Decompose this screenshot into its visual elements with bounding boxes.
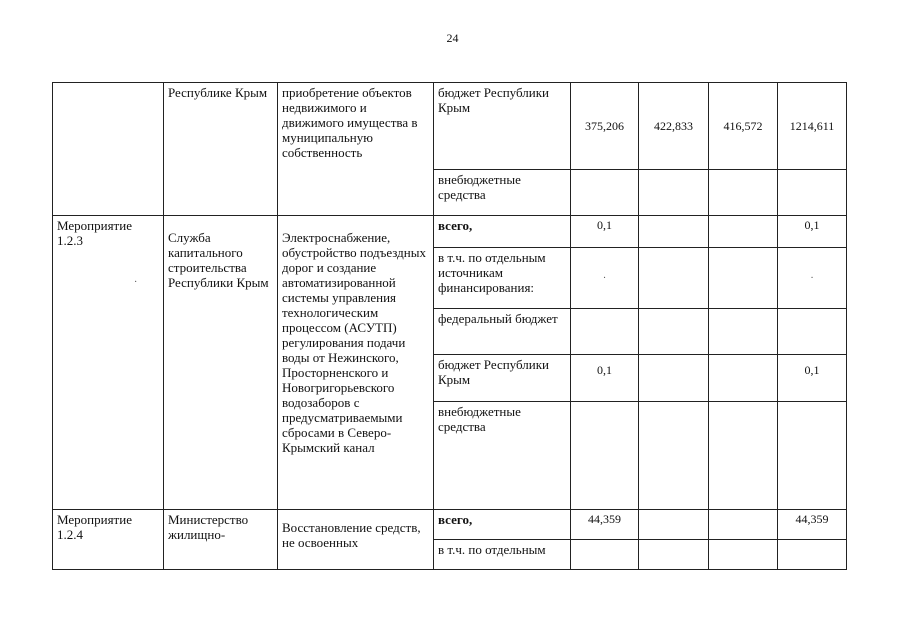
value-cell	[709, 401, 778, 510]
value-cell: 44,359	[571, 510, 639, 539]
value-cell: ·	[571, 248, 639, 309]
executor-cell: Служба капитального строительства Республики Крым	[164, 215, 278, 509]
table-row	[53, 83, 847, 170]
value-cell: 416,572	[709, 83, 778, 170]
activity-name-cell	[53, 83, 164, 216]
value-cell	[571, 170, 639, 216]
activity-name-cell: Мероприятие 1.2.3	[53, 215, 164, 509]
value-cell	[778, 170, 847, 216]
description-cell: Восстановление средств, не освоенных	[278, 510, 434, 570]
funding-source-cell: внебюджетные средства	[434, 170, 571, 216]
value-cell	[778, 309, 847, 355]
value-cell	[639, 170, 709, 216]
description-cell: Электроснабжение, обустройство подъездных дорог и создание автоматизированной системы управления технологическим процессом (АСУТП) регулирования подачи воды от Нежинского, Просторненского и Новогригорьевского водозаборов с предусматриваемыми сбросами в Северо-Крымский канал	[278, 215, 434, 509]
value-cell	[639, 401, 709, 510]
funding-source-cell: в т.ч. по отдельным	[434, 539, 571, 569]
value-cell	[571, 401, 639, 510]
funding-source-cell: федеральный бюджет	[434, 309, 571, 355]
value-cell: 0,1	[778, 215, 847, 247]
value-cell	[709, 170, 778, 216]
value-cell	[709, 309, 778, 355]
value-cell: 44,359	[778, 510, 847, 539]
value-cell	[709, 354, 778, 401]
description-cell: приобретение объектов недвижимого и движимого имущества в муниципальную собственность	[278, 83, 434, 216]
value-cell	[639, 309, 709, 355]
table-row	[53, 510, 847, 539]
executor-cell: Республике Крым	[164, 83, 278, 216]
page-number: 24	[446, 31, 459, 45]
value-cell: 375,206	[571, 83, 639, 170]
funding-source-cell: всего,	[434, 215, 571, 247]
funding-source-cell: всего,	[434, 510, 571, 539]
table-row	[53, 215, 847, 247]
value-cell: 0,1	[571, 215, 639, 247]
scan-mark: ·	[134, 277, 138, 288]
value-cell: 0,1	[778, 354, 847, 401]
funding-source-cell: в т.ч. по отдельным источникам финансирования:	[434, 248, 571, 309]
value-cell	[709, 215, 778, 247]
funding-source-cell: внебюджетные средства	[434, 401, 571, 510]
value-cell	[639, 215, 709, 247]
value-cell	[639, 510, 709, 539]
value-cell: 1214,611	[778, 83, 847, 170]
executor-cell: Министерство жилищно-	[164, 510, 278, 570]
value-cell	[639, 354, 709, 401]
value-cell	[639, 248, 709, 309]
value-cell	[571, 309, 639, 355]
program-table	[52, 82, 847, 570]
value-cell	[639, 539, 709, 569]
value-cell	[778, 401, 847, 510]
funding-source-cell: бюджет Республики Крым	[434, 354, 571, 401]
value-cell	[709, 248, 778, 309]
activity-name-cell: Мероприятие 1.2.4	[53, 510, 164, 570]
value-cell	[709, 539, 778, 569]
value-cell	[778, 539, 847, 569]
value-cell: 422,833	[639, 83, 709, 170]
value-cell: 0,1	[571, 354, 639, 401]
value-cell	[709, 510, 778, 539]
value-cell	[571, 539, 639, 569]
funding-source-cell: бюджет Республики Крым	[434, 83, 571, 170]
value-cell: ·	[778, 248, 847, 309]
